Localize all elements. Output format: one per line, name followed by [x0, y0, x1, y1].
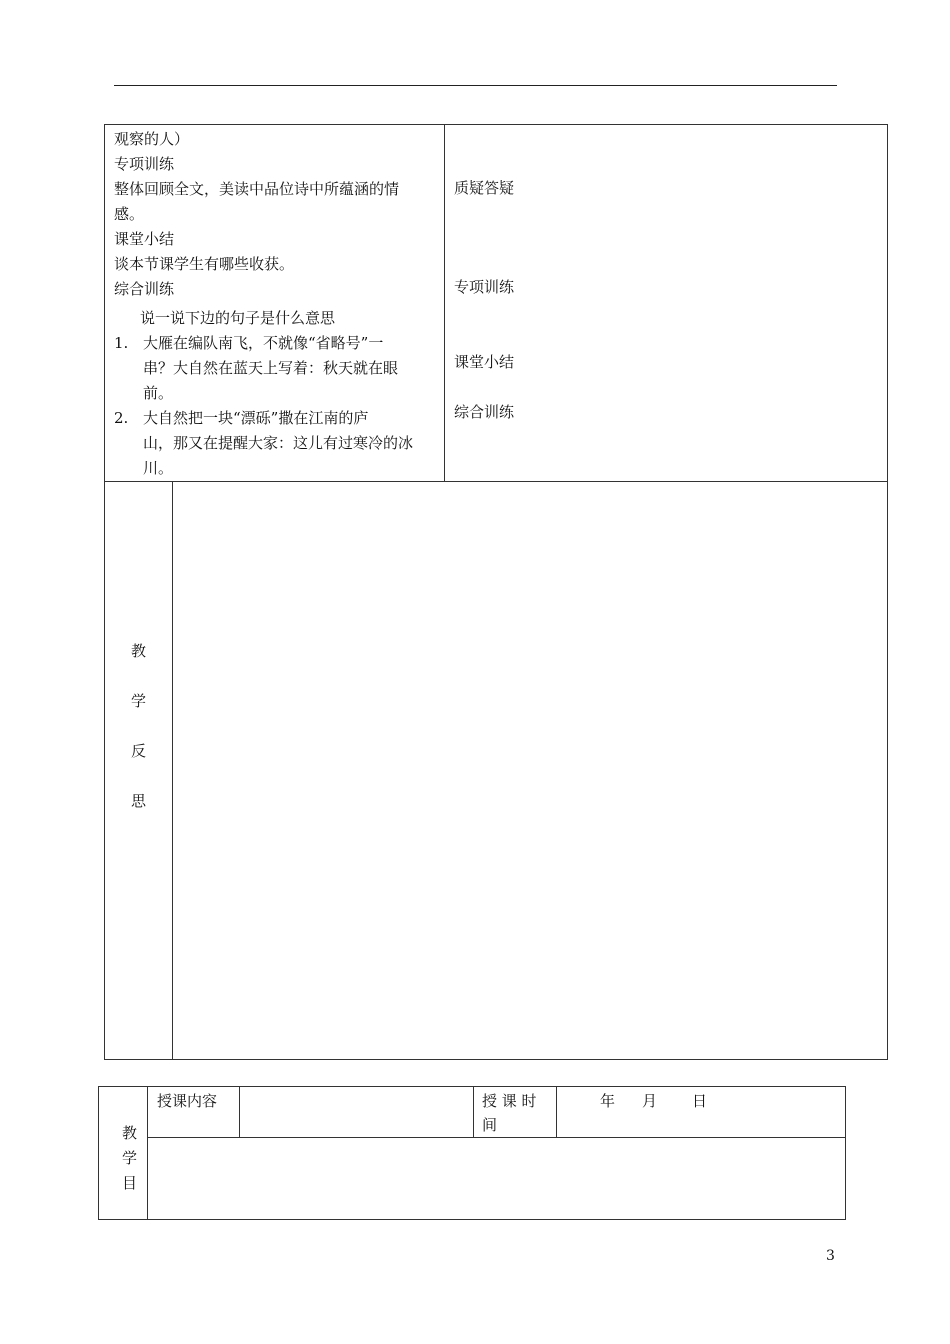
- content-label: 授课内容: [157, 1092, 218, 1110]
- section-heading: 课堂小结: [114, 230, 175, 248]
- list-item: [114, 331, 434, 406]
- exercise-list: [114, 331, 434, 481]
- cell-border: [473, 1087, 474, 1137]
- reflection-divider: [172, 481, 173, 1059]
- teaching-process-column: [114, 127, 434, 481]
- header-rule: [114, 85, 837, 86]
- text-line: 整体回顾全文，美读中品位诗中所蕴涵的情: [114, 180, 400, 198]
- cell-border: [239, 1087, 240, 1137]
- section-heading: 综合训练: [114, 280, 175, 298]
- lesson-info-table: [98, 1086, 846, 1220]
- list-text: 前。: [143, 384, 174, 402]
- list-number: 2.: [114, 409, 129, 427]
- cell-border: [147, 1137, 845, 1138]
- objective-label-char: 教: [122, 1124, 138, 1142]
- list-text: 大雁在编队南飞，不就像“省略号”一: [143, 334, 384, 352]
- text-line: 观察的人）: [114, 130, 190, 148]
- activity-item: 专项训练: [454, 278, 515, 296]
- reflection-label-char: 教: [130, 642, 146, 660]
- list-item: [114, 406, 434, 481]
- date-month: 月: [642, 1092, 658, 1110]
- lesson-table: [104, 124, 888, 1060]
- time-label: 间: [482, 1116, 498, 1134]
- row-divider: [105, 481, 887, 482]
- list-text: 大自然把一块“漂砾”撒在江南的庐: [143, 409, 369, 427]
- text-line: 感。: [114, 205, 145, 223]
- cell-border: [556, 1087, 557, 1137]
- activity-item: 综合训练: [454, 403, 515, 421]
- page-number: 3: [826, 1248, 835, 1264]
- cell-border: [147, 1087, 148, 1219]
- text-line: 谈本节课学生有哪些收获。: [114, 255, 295, 273]
- date-year: 年: [600, 1092, 616, 1110]
- activity-item: 质疑答疑: [454, 179, 515, 197]
- reflection-label-char: 反: [130, 742, 146, 760]
- activity-item: 课堂小结: [454, 353, 515, 371]
- objective-label-char: 目: [122, 1174, 138, 1192]
- time-label: 授 课 时: [482, 1092, 537, 1110]
- list-text: 山，那又在提醒大家：这儿有过寒冷的冰: [143, 434, 414, 452]
- exercise-prompt: 说一说下边的句子是什么意思: [140, 309, 336, 327]
- reflection-label-char: 学: [130, 692, 146, 710]
- section-heading: 专项训练: [114, 155, 175, 173]
- list-text: 串？大自然在蓝天上写着：秋天就在眼: [143, 359, 399, 377]
- column-divider: [444, 125, 445, 481]
- date-day: 日: [692, 1092, 708, 1110]
- objective-label-char: 学: [122, 1149, 138, 1167]
- list-number: 1.: [114, 334, 129, 352]
- list-text: 川。: [143, 459, 174, 477]
- reflection-label-char: 思: [130, 792, 146, 810]
